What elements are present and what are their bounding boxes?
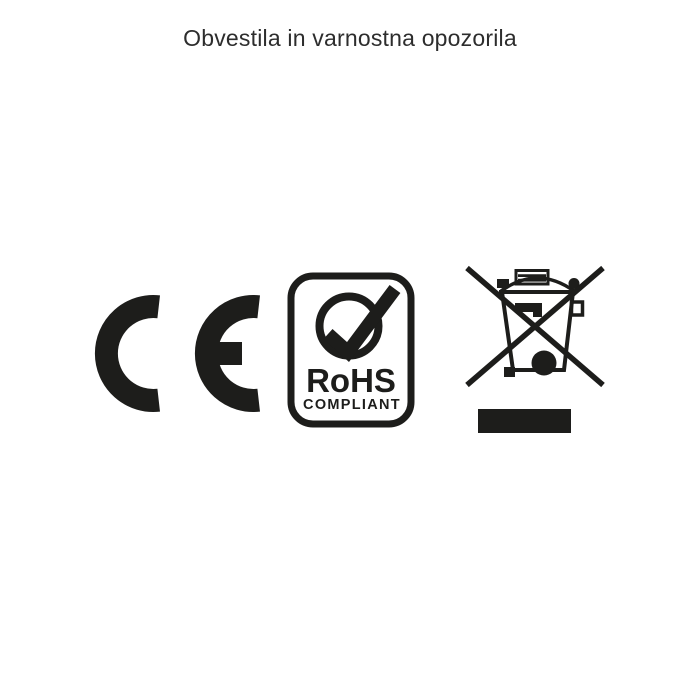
weee-black-bar xyxy=(478,409,571,433)
ce-mark-icon xyxy=(90,290,265,415)
weee-crossed-out-wheelie-bin-icon xyxy=(460,260,615,440)
ce-letter-e xyxy=(202,307,259,401)
rohs-title: RoHS xyxy=(306,362,396,399)
rohs-subtitle: COMPLIANT xyxy=(303,397,401,413)
rohs-compliant-badge xyxy=(283,268,419,432)
ce-letter-c xyxy=(106,307,158,401)
page-title: Obvestila in varnostna opozorila xyxy=(183,25,517,51)
check-circle-icon xyxy=(320,289,396,356)
